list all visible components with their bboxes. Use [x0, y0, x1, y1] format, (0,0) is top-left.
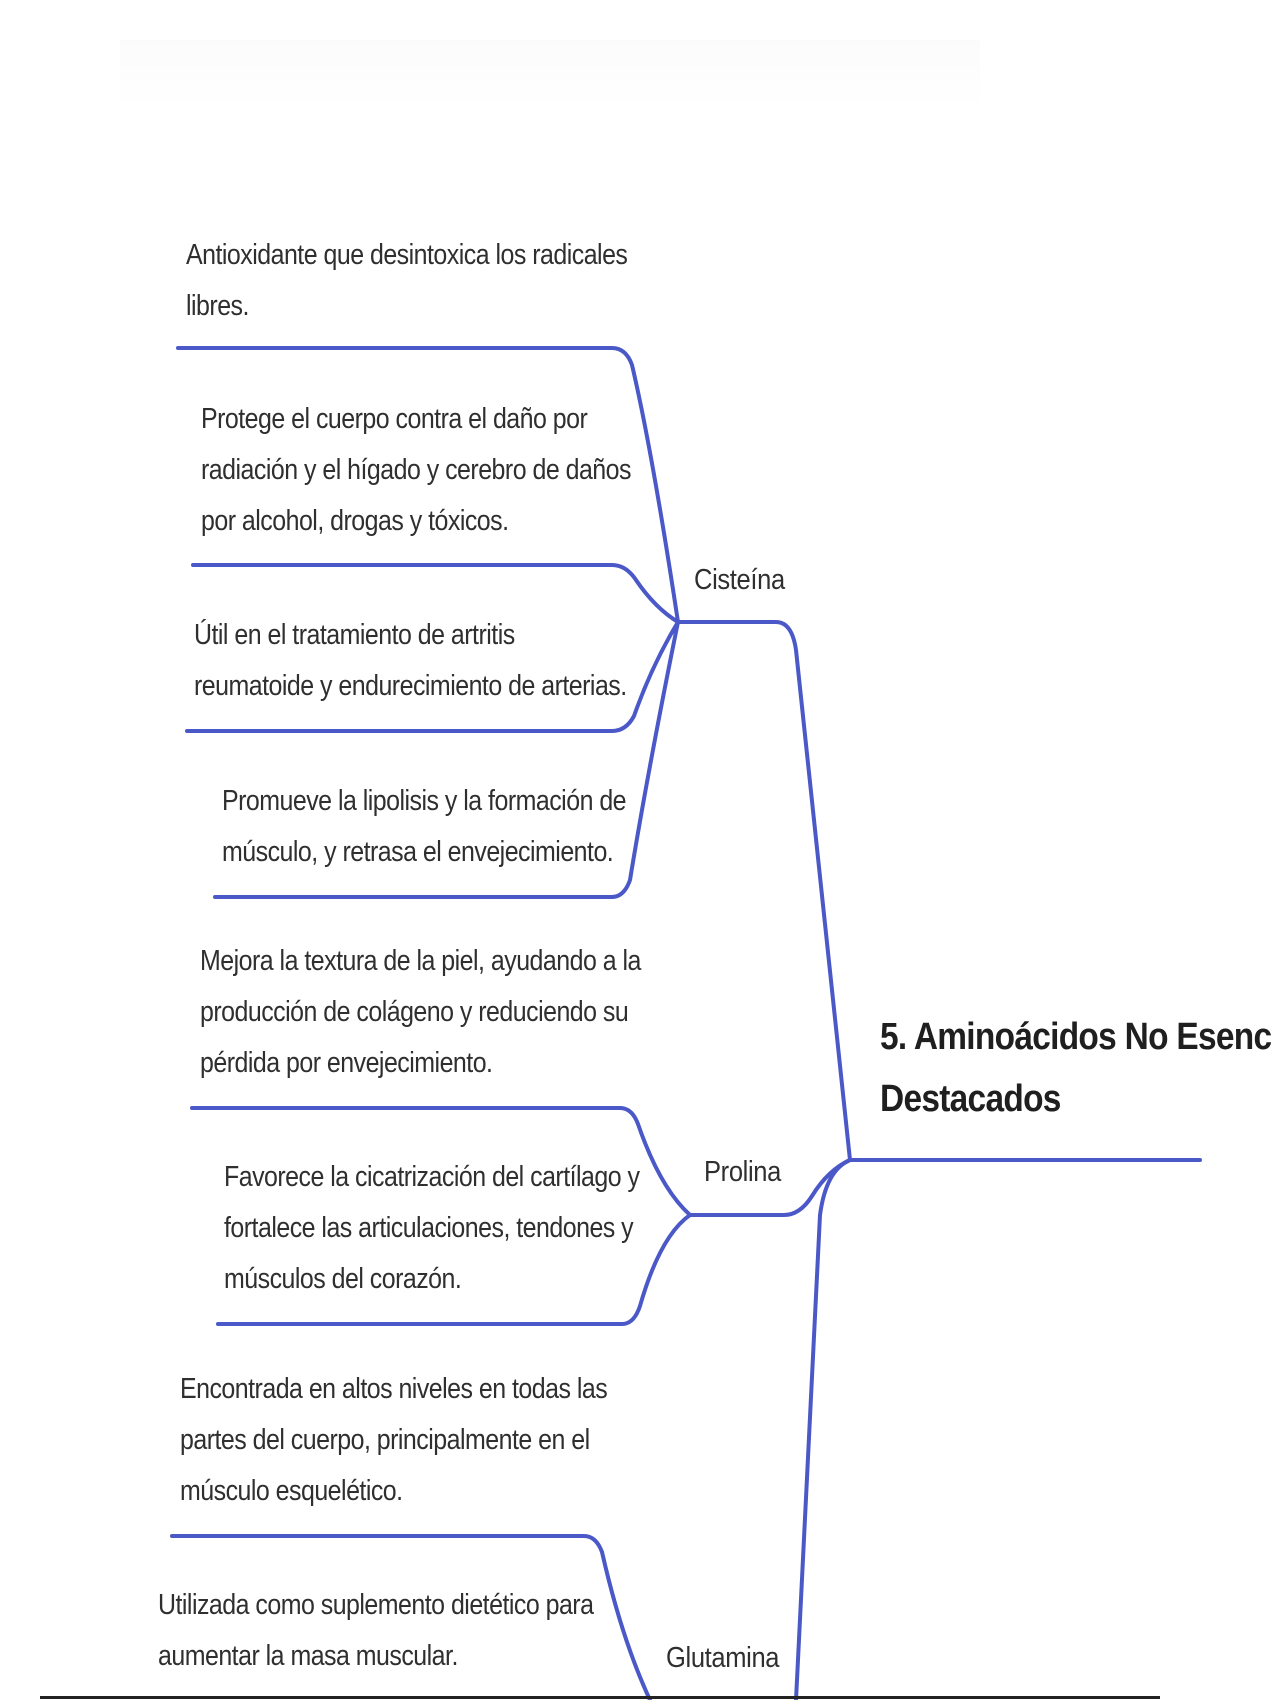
leaf-line: radiación y el hígado y cerebro de daños: [201, 454, 631, 486]
branch-label-prolina: Prolina: [704, 1156, 781, 1188]
leaf-line: Protege el cuerpo contra el daño por: [201, 403, 588, 435]
leaf-prolina-2: [224, 1152, 640, 1305]
root-topic-line: Destacados: [880, 1078, 1061, 1120]
leaf-line: músculos del corazón.: [224, 1263, 462, 1295]
leaf-cisteina-3: [194, 610, 627, 712]
leaf-line: partes del cuerpo, principalmente en el: [180, 1424, 590, 1456]
branch-label-cisteina: Cisteína: [694, 564, 785, 596]
leaf-line: fortalece las articulaciones, tendones y: [224, 1212, 634, 1244]
leaf-line: músculo, y retrasa el envejecimiento.: [222, 836, 614, 868]
leaf-line: pérdida por envejecimiento.: [200, 1047, 493, 1079]
leaf-cisteina-2: [201, 394, 631, 547]
root-topic-line: 5. Aminoácidos No Esenc: [880, 1016, 1271, 1058]
leaf-glutamina-2: [158, 1580, 593, 1682]
leaf-cisteina-4: [222, 776, 626, 878]
leaf-line: Útil en el tratamiento de artritis: [194, 619, 515, 651]
leaf-prolina-1: [200, 936, 641, 1089]
leaf-line: músculo esquelético.: [180, 1475, 403, 1507]
leaf-line: Mejora la textura de la piel, ayudando a la: [200, 945, 641, 977]
bottom-divider: [40, 1696, 1160, 1699]
leaf-glutamina-1: [180, 1364, 607, 1517]
leaf-cisteina-1: [186, 230, 627, 332]
connector-glutamina-branch: [796, 1160, 850, 1700]
leaf-line: Favorece la cicatrización del cartílago y: [224, 1161, 640, 1193]
leaf-line: Antioxidante que desintoxica los radicales: [186, 239, 628, 271]
leaf-line: Promueve la lipolisis y la formación de: [222, 785, 627, 817]
leaf-line: Utilizada como suplemento dietético para: [158, 1589, 594, 1621]
leaf-line: libres.: [186, 290, 249, 322]
branch-label-glutamina: Glutamina: [666, 1642, 780, 1674]
leaf-line: Encontrada en altos niveles en todas las: [180, 1373, 608, 1405]
root-topic: [880, 1006, 1271, 1130]
leaf-line: producción de colágeno y reduciendo su: [200, 996, 629, 1028]
leaf-line: reumatoide y endurecimiento de arterias.: [194, 670, 627, 702]
leaf-line: por alcohol, drogas y tóxicos.: [201, 505, 509, 537]
connector-cisteina-branch: [678, 622, 850, 1160]
leaf-line: aumentar la masa muscular.: [158, 1640, 458, 1672]
